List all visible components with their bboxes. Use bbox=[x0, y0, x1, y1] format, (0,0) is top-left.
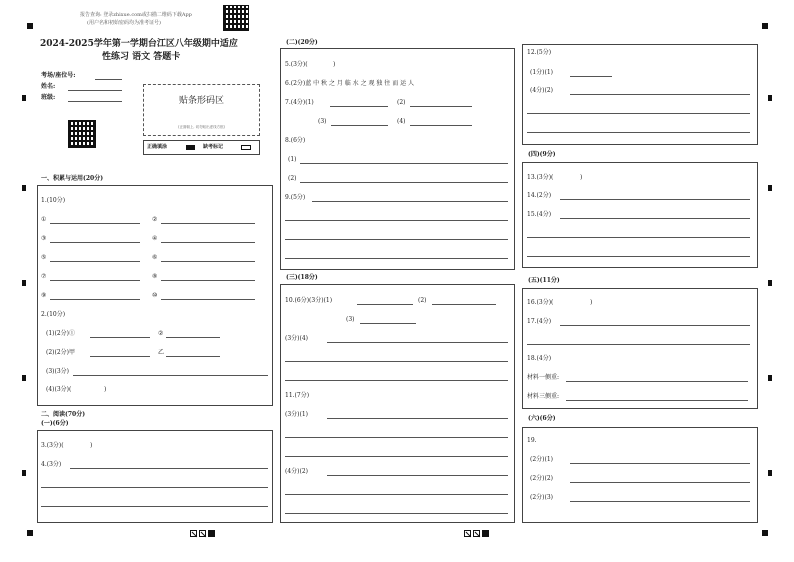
question-label: 14.(2分) bbox=[527, 192, 552, 199]
barcode-area bbox=[143, 84, 260, 136]
item-label: ③ bbox=[41, 235, 47, 242]
answer-line[interactable] bbox=[327, 418, 508, 419]
answer-line[interactable] bbox=[327, 342, 508, 343]
answer-line[interactable] bbox=[566, 381, 748, 382]
sub-question-label: (3) bbox=[318, 118, 327, 125]
seat-label: 考场/座位号: bbox=[41, 72, 76, 79]
answer-line[interactable] bbox=[285, 380, 508, 381]
sub-question-label: (1分)(1) bbox=[530, 69, 553, 76]
sub-question-label: ) bbox=[104, 386, 107, 393]
question-label: 3.(3分)( bbox=[41, 442, 64, 449]
section-title: (五)(11分) bbox=[528, 277, 560, 284]
answer-line[interactable] bbox=[166, 337, 220, 338]
sub-question-label: (2) bbox=[418, 297, 427, 304]
registration-mark bbox=[27, 23, 33, 29]
answer-box-q10-q11 bbox=[280, 284, 515, 523]
timing-mark bbox=[22, 185, 26, 191]
question-label: 17.(4分) bbox=[527, 318, 552, 325]
timing-mark bbox=[768, 185, 772, 191]
barcode-note: (正面朝上, 切勿贴出虚线方框) bbox=[178, 125, 225, 129]
question-label: ) bbox=[590, 299, 593, 306]
item-label: ⑦ bbox=[41, 273, 47, 280]
sub-question-label: (3) bbox=[346, 316, 355, 323]
answer-line[interactable] bbox=[285, 258, 508, 259]
answer-line[interactable] bbox=[410, 125, 472, 126]
item-label: ② bbox=[152, 216, 158, 223]
section-title: (三)(18分) bbox=[286, 274, 318, 281]
item-label: ① bbox=[41, 216, 47, 223]
question-label: 18.(4分) bbox=[527, 355, 552, 362]
answer-line[interactable] bbox=[41, 506, 268, 507]
sub-question-label: (3分)(4) bbox=[285, 335, 308, 342]
question-label: 13.(3分)( bbox=[527, 174, 554, 181]
answer-line[interactable] bbox=[312, 201, 508, 202]
correct-fill-label: 正确填涂 bbox=[147, 144, 168, 150]
page-marker bbox=[190, 530, 215, 537]
answer-line[interactable] bbox=[527, 256, 750, 257]
item-label: ⑩ bbox=[152, 292, 158, 299]
name-label: 姓名: bbox=[41, 83, 56, 90]
sub-question-label: 材料一侧重: bbox=[527, 374, 560, 381]
answer-line[interactable] bbox=[285, 456, 508, 457]
question-label: 4.(3分) bbox=[41, 461, 62, 468]
sub-question-label: (4分)(2) bbox=[530, 87, 553, 94]
answer-line[interactable] bbox=[285, 239, 508, 240]
sub-question-label: (4)(3分)( bbox=[46, 386, 72, 393]
answer-line[interactable] bbox=[285, 361, 508, 362]
notice-text: (用户名和初始密码均为准考证号) bbox=[87, 20, 161, 26]
sub-question-label: (2分)(3) bbox=[530, 494, 553, 501]
section-title: (六)(6分) bbox=[528, 415, 556, 422]
section-title: (二)(20分) bbox=[286, 39, 318, 46]
sub-question-label: (2分)(1) bbox=[530, 456, 553, 463]
page-marker bbox=[464, 530, 489, 537]
question-label: 9.(5分) bbox=[285, 194, 306, 201]
name-field[interactable] bbox=[68, 90, 122, 91]
question-label: 2.(10分) bbox=[41, 311, 66, 318]
answer-line[interactable] bbox=[330, 106, 388, 107]
timing-mark bbox=[768, 280, 772, 286]
answer-line[interactable] bbox=[527, 132, 750, 133]
class-label: 班级: bbox=[41, 94, 56, 101]
answer-line[interactable] bbox=[527, 344, 750, 345]
answer-line[interactable] bbox=[432, 304, 496, 305]
seat-field[interactable] bbox=[95, 79, 122, 80]
qr-code-icon bbox=[223, 5, 249, 31]
answer-line[interactable] bbox=[50, 261, 140, 262]
answer-line[interactable] bbox=[41, 487, 268, 488]
answer-line[interactable] bbox=[285, 220, 508, 221]
timing-mark bbox=[768, 375, 772, 381]
question-label: 6.(2分)蓝 中 秋 之 月 临 水 之 观 独 往 而 运 人 bbox=[285, 80, 415, 87]
question-label: 16.(3分)( bbox=[527, 299, 554, 306]
answer-line[interactable] bbox=[560, 325, 750, 326]
answer-line[interactable] bbox=[161, 242, 255, 243]
answer-line[interactable] bbox=[161, 299, 255, 300]
sub-question-label: 乙 bbox=[158, 349, 165, 356]
timing-mark bbox=[768, 95, 772, 101]
answer-box-q16-q18 bbox=[522, 288, 758, 409]
question-label: 1.(10分) bbox=[41, 197, 66, 204]
question-label: 19. bbox=[527, 437, 537, 444]
absent-checkbox[interactable] bbox=[241, 145, 251, 150]
answer-line[interactable] bbox=[527, 113, 750, 114]
notice-text: 报告查询: 登录zhixue.com或扫描二维码下载App bbox=[80, 12, 192, 18]
answer-line[interactable] bbox=[161, 280, 255, 281]
barcode-label: 贴条形码区 bbox=[178, 96, 224, 106]
absent-mark-label: 缺考标记 bbox=[203, 144, 224, 150]
answer-line[interactable] bbox=[331, 125, 388, 126]
question-label: 7.(4分)(1) bbox=[285, 99, 314, 106]
page-subtitle: 性练习 语文 答题卡 bbox=[102, 52, 181, 62]
page-title: 2024-2025学年第一学期台江区八年级期中适应 bbox=[40, 39, 238, 49]
class-field[interactable] bbox=[68, 101, 122, 102]
answer-box-q19 bbox=[522, 427, 758, 523]
registration-mark bbox=[762, 23, 768, 29]
sub-question-label: ② bbox=[158, 330, 164, 337]
question-label: 15.(4分) bbox=[527, 211, 552, 218]
filled-mark-icon bbox=[186, 145, 195, 150]
timing-mark bbox=[22, 95, 26, 101]
answer-line[interactable] bbox=[90, 337, 150, 338]
answer-box-q3-q4 bbox=[37, 430, 273, 523]
section-title: 一、积累与运用(20分) bbox=[41, 175, 104, 182]
item-label: ④ bbox=[152, 235, 158, 242]
sub-question-label: (1)(2分)① bbox=[46, 330, 75, 337]
registration-mark bbox=[27, 530, 33, 536]
sub-question-label: (3)(3分) bbox=[46, 368, 69, 375]
answer-line[interactable] bbox=[570, 76, 612, 77]
question-label: ) bbox=[333, 61, 336, 68]
answer-line[interactable] bbox=[161, 261, 255, 262]
answer-line[interactable] bbox=[360, 323, 416, 324]
question-label: 8.(6分) bbox=[285, 137, 306, 144]
answer-line[interactable] bbox=[50, 223, 140, 224]
sub-question-label: (2分)(2) bbox=[530, 475, 553, 482]
answer-line[interactable] bbox=[527, 237, 750, 238]
answer-line[interactable] bbox=[560, 199, 750, 200]
answer-line[interactable] bbox=[570, 463, 750, 464]
sub-question-label: (3分)(1) bbox=[285, 411, 308, 418]
answer-line[interactable] bbox=[570, 94, 750, 95]
item-label: ⑤ bbox=[41, 254, 47, 261]
sub-question-label: (2) bbox=[397, 99, 406, 106]
qr-code-icon bbox=[68, 120, 96, 148]
sub-question-label: (4) bbox=[397, 118, 406, 125]
answer-line[interactable] bbox=[50, 242, 140, 243]
answer-line[interactable] bbox=[161, 223, 255, 224]
answer-line[interactable] bbox=[166, 356, 220, 357]
answer-line[interactable] bbox=[70, 468, 268, 469]
answer-box-q13-q15 bbox=[522, 162, 758, 268]
registration-mark bbox=[762, 530, 768, 536]
item-label: ⑨ bbox=[41, 292, 47, 299]
section-subtitle: (一)(6分) bbox=[41, 420, 69, 427]
answer-line[interactable] bbox=[285, 513, 508, 514]
answer-line[interactable] bbox=[50, 299, 140, 300]
answer-line[interactable] bbox=[50, 280, 140, 281]
timing-mark bbox=[768, 470, 772, 476]
question-label: 11.(7分) bbox=[285, 392, 310, 399]
answer-line[interactable] bbox=[570, 501, 750, 502]
timing-mark bbox=[22, 280, 26, 286]
answer-line[interactable] bbox=[327, 475, 508, 476]
answer-line[interactable] bbox=[73, 375, 268, 376]
fill-marks-box bbox=[143, 140, 260, 155]
sub-question-label: (1) bbox=[288, 156, 297, 163]
answer-line[interactable] bbox=[357, 304, 413, 305]
answer-line[interactable] bbox=[410, 106, 472, 107]
timing-mark bbox=[22, 470, 26, 476]
sub-question-label: 材料三侧重: bbox=[527, 393, 560, 400]
item-label: ⑧ bbox=[152, 273, 158, 280]
question-label: ) bbox=[90, 442, 93, 449]
answer-line[interactable] bbox=[285, 437, 508, 438]
answer-line[interactable] bbox=[90, 356, 150, 357]
question-label: 12.(5分) bbox=[527, 49, 552, 56]
sub-question-label: (2) bbox=[288, 175, 297, 182]
item-label: ⑥ bbox=[152, 254, 158, 261]
answer-line[interactable] bbox=[570, 482, 750, 483]
question-label: 10.(6分)(3分)(1) bbox=[285, 297, 333, 304]
answer-line[interactable] bbox=[285, 494, 508, 495]
question-label: ) bbox=[580, 174, 583, 181]
section-title: 二、阅读(70分) bbox=[41, 411, 86, 418]
answer-line[interactable] bbox=[560, 218, 750, 219]
sub-question-label: (4分)(2) bbox=[285, 468, 308, 475]
answer-line[interactable] bbox=[300, 182, 508, 183]
section-title: (四)(9分) bbox=[528, 151, 556, 158]
answer-line[interactable] bbox=[300, 163, 508, 164]
timing-mark bbox=[22, 375, 26, 381]
question-label: 5.(3分)( bbox=[285, 61, 308, 68]
answer-line[interactable] bbox=[566, 400, 748, 401]
sub-question-label: (2)(2分)甲 bbox=[46, 349, 75, 356]
